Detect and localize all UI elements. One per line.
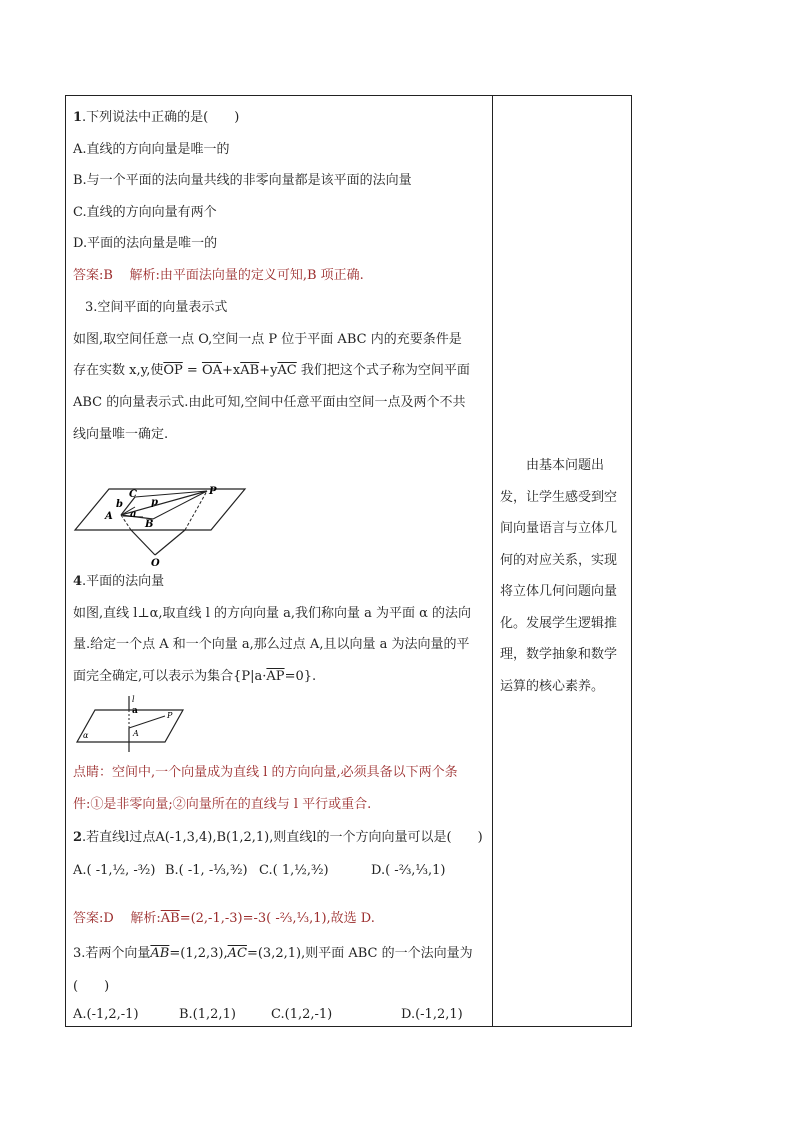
fig1-label-P: P	[209, 486, 217, 497]
note-line1: 点睛：空间中,一个向量成为直线 l 的方向向量,必须具备以下两个条	[73, 765, 458, 780]
q1-option-b: B.与一个平面的法向量共线的非零向量都是该平面的法向量	[73, 173, 412, 188]
q2-option-b: B.( -1, -⅓,³⁄₂)	[165, 863, 248, 878]
sec3-title: 3.空间平面的向量表示式	[85, 300, 228, 315]
q2-stem: 2.若直线l过点A(-1,3,4),B(1,2,1),则直线l的一个方向向量可以是( )	[73, 830, 483, 845]
fig1-label-A: A	[105, 511, 113, 522]
q2-option-a: A.( -1,½, -³⁄₂)	[73, 863, 156, 878]
plane-figure-1	[73, 477, 253, 567]
fig1-label-a: a	[130, 509, 137, 520]
fig1-label-b: b	[116, 499, 123, 510]
sec3-line4: 线向量唯一确定.	[73, 427, 169, 442]
q2-option-d: D.( -⅔,⅓,1)	[371, 863, 446, 878]
q1-option-c: C.直线的方向向量有两个	[73, 205, 217, 220]
q2-option-c: C.( 1,½,³⁄₂)	[259, 863, 329, 878]
fig1-label-p: p	[151, 497, 158, 508]
design-intent-column	[500, 450, 628, 702]
q1-answer: 答案:B 解析:由平面法向量的定义可知,B 项正确.	[73, 268, 364, 283]
fig2-label-a: a	[132, 706, 138, 716]
q1-option-d: D.平面的法向量是唯一的	[73, 236, 218, 251]
fig1-label-B: B	[145, 519, 154, 530]
fig1-label-O: O	[151, 558, 160, 567]
design-intent-text: 由基本问题出发，让学生感受到空间向量语言与立体几何的对应关系，实现将立体几何问题向量化。发展学生逻辑推理，数学抽象和数学运算的核心素养。	[500, 458, 618, 694]
fig2-label-A: A	[133, 729, 139, 738]
sec4-title: 4.平面的法向量	[73, 574, 165, 589]
q3-paren: ( )	[73, 979, 110, 994]
q3-option-b: B.(1,2,1)	[179, 1007, 236, 1022]
q1-option-a: A.直线的方向向量是唯一的	[73, 142, 230, 157]
fig2-label-P: P	[167, 711, 173, 720]
sec3-line1: 如图,取空间任意一点 O,空间一点 P 位于平面 ABC 内的充要条件是	[73, 332, 462, 347]
note-line2: 件:①是非零向量;②向量所在的直线与 l 平行或重合.	[73, 797, 372, 812]
sec4-line3: 面完全确定,可以表示为集合$\{P|a\cdot\overline{AP}=0\}$.	[73, 669, 317, 684]
q1-stem: 1.下列说法中正确的是( )	[73, 110, 240, 125]
fig2-label-alpha: α	[83, 731, 89, 740]
sec4-line1: 如图,直线 l⊥α,取直线 l 的方向向量 a,我们称向量 a 为平面 α 的法向	[73, 606, 472, 621]
plane-figure-2	[73, 694, 193, 754]
q3-stem: 3.若两个向量$\overline{AB}=(1,2,3),\overline{AC}=(3,2,1)$,则平面 ABC 的一个法向量为	[73, 946, 473, 961]
q3-option-c: C.(1,2,-1)	[271, 1007, 333, 1022]
sec4-line2: 量.给定一个点 A 和一个向量 a,那么过点 A,且以向量 a 为法向量的平	[73, 637, 470, 652]
column-divider	[492, 96, 493, 1026]
sec3-line2: 存在实数 x,y,使$\overline{OP} = \overline{OA}+x\overline{AB}+y\overline{AC}$ 我们把这个式子称为空间平面	[73, 363, 470, 378]
q3-option-d: D.(-1,2,1)	[401, 1007, 463, 1022]
fig2-label-l: l	[132, 695, 135, 704]
q2-answer: 答案:D 解析$:\overline{AB}=(2,-1,-3)=-3$( -⅔,⅓,1),故选 D.	[73, 911, 375, 926]
fig1-label-c: C	[129, 489, 137, 500]
lesson-table	[65, 95, 632, 1027]
sec3-line3: ABC 的向量表示式.由此可知,空间中任意平面由空间一点及两个不共	[73, 395, 466, 410]
q3-option-a: A.(-1,2,-1)	[73, 1007, 139, 1022]
